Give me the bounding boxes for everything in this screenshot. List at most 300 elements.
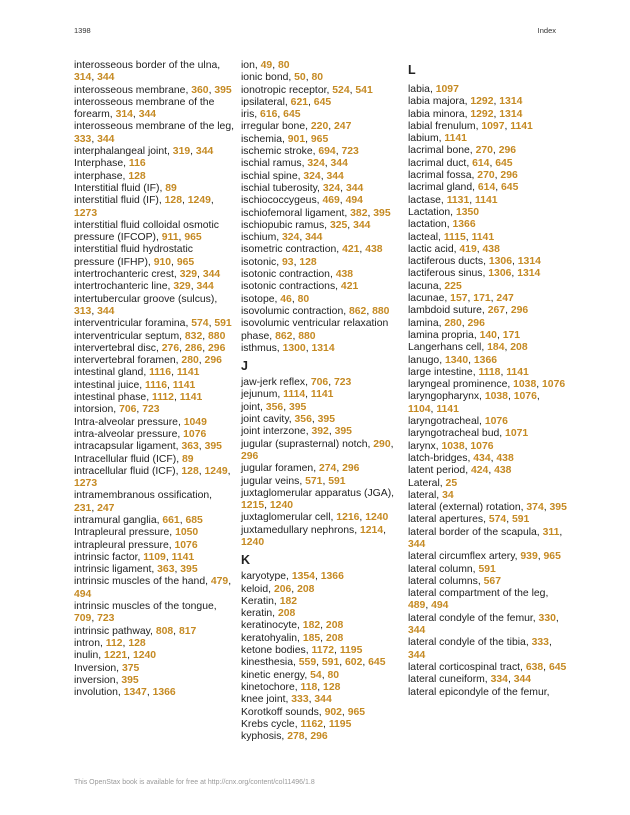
page-link[interactable]: 128: [128, 637, 146, 649]
page-link[interactable]: 334: [490, 674, 508, 686]
index-entry: intestinal gland, 1116, 1141: [74, 367, 200, 379]
page-link[interactable]: 1141: [506, 366, 529, 378]
page-link[interactable]: 1215: [241, 500, 265, 512]
page-link[interactable]: 344: [97, 72, 115, 84]
page-link[interactable]: 1141: [510, 120, 533, 132]
page-link[interactable]: 344: [330, 158, 348, 170]
index-column-3: [408, 63, 568, 699]
page-link[interactable]: 363: [157, 564, 175, 576]
page-link[interactable]: 621: [290, 96, 309, 108]
page-link[interactable]: 184: [487, 342, 505, 354]
index-term: inversion,: [74, 674, 122, 686]
page-link[interactable]: 324: [282, 232, 300, 244]
page-link[interactable]: 438: [482, 243, 500, 255]
page-link[interactable]: 567: [483, 575, 501, 587]
index-entry: intervertebral foramen, 280, 296: [74, 355, 222, 367]
index-term: isovolumic ventricular relaxation phase,: [241, 318, 389, 342]
page-link[interactable]: 645: [548, 661, 567, 673]
page-link[interactable]: 1214: [359, 524, 384, 536]
index-entry: interstitial fluid (IF), 128, 1249, 1273: [74, 195, 214, 219]
page-link[interactable]: 1366: [152, 687, 176, 699]
page-link[interactable]: 1314: [311, 342, 335, 354]
page-link[interactable]: 1097: [435, 84, 459, 95]
index-term: intertrochanteric line,: [74, 281, 174, 293]
page-link[interactable]: 685: [185, 514, 203, 526]
page-link[interactable]: 25: [445, 477, 458, 489]
page-link[interactable]: 80: [277, 60, 290, 71]
page-link[interactable]: 1366: [473, 354, 498, 366]
page-link[interactable]: 862: [349, 305, 367, 317]
index-term: Interstitial fluid (IF),: [74, 182, 166, 194]
page-link[interactable]: 296: [500, 170, 518, 182]
page-link[interactable]: 1273: [74, 478, 98, 490]
page-link[interactable]: 1347: [123, 687, 147, 699]
page-link[interactable]: 392: [311, 426, 329, 438]
page-link[interactable]: 182: [279, 595, 298, 607]
page-link[interactable]: 1131: [446, 194, 470, 206]
page-link[interactable]: 1071: [505, 428, 529, 440]
page-link[interactable]: 965: [176, 256, 195, 268]
index-term: kyphosis,: [241, 731, 288, 743]
page-link[interactable]: 1306: [488, 256, 512, 268]
page-link[interactable]: 80: [327, 669, 340, 681]
page-link[interactable]: 311: [542, 526, 560, 538]
page-link[interactable]: 344: [97, 133, 115, 145]
index-entry: lateral compartment of the leg, 489, 494: [408, 588, 549, 612]
index-column-1: [74, 60, 234, 699]
page-link[interactable]: 1114: [283, 389, 306, 401]
page-link[interactable]: 1141: [179, 392, 203, 404]
page-link[interactable]: 1249: [204, 465, 228, 477]
page-link[interactable]: 1300: [282, 342, 306, 354]
page-link[interactable]: 706: [310, 377, 329, 389]
index-entry: joint interzone, 392, 395: [241, 426, 352, 438]
page-link[interactable]: 128: [128, 170, 146, 182]
page-link[interactable]: 395: [214, 84, 232, 96]
index-entry: lateral cuneiform, 334, 344: [408, 674, 532, 686]
page-link[interactable]: 494: [74, 588, 92, 600]
page-link[interactable]: 225: [444, 280, 462, 292]
page-link[interactable]: 1195: [339, 645, 363, 657]
page-link[interactable]: 469: [322, 195, 340, 207]
page-link[interactable]: 206: [273, 583, 292, 595]
page-link[interactable]: 1141: [172, 379, 196, 391]
page-link[interactable]: 1076: [513, 391, 537, 403]
page-link[interactable]: 1104: [408, 403, 431, 415]
page-link[interactable]: 1141: [310, 389, 334, 401]
page-link[interactable]: 939: [520, 551, 538, 563]
page-link[interactable]: 709: [74, 613, 92, 625]
index-term: ion,: [241, 60, 261, 71]
page-link[interactable]: 171: [473, 293, 491, 305]
page-link[interactable]: 375: [121, 662, 140, 674]
page-link[interactable]: 140: [479, 329, 497, 341]
page-link[interactable]: 80: [297, 293, 310, 305]
page-link[interactable]: 438: [494, 465, 512, 477]
page-link[interactable]: 1292: [470, 96, 494, 108]
page-link[interactable]: 965: [347, 706, 366, 718]
page-link[interactable]: 880: [208, 330, 226, 342]
page-link[interactable]: 1116: [145, 379, 168, 391]
page-link[interactable]: 270: [477, 170, 495, 182]
page-link[interactable]: 574: [191, 318, 209, 330]
page-link[interactable]: 344: [202, 269, 221, 281]
page-link[interactable]: 706: [119, 404, 137, 416]
page-link[interactable]: 524: [332, 84, 350, 96]
page-link[interactable]: 862: [275, 330, 293, 342]
page-link[interactable]: 1314: [517, 268, 541, 280]
page-link[interactable]: 395: [204, 441, 222, 453]
page-link[interactable]: 614: [472, 157, 490, 169]
page-link[interactable]: 344: [138, 109, 157, 121]
page-link[interactable]: 591: [478, 563, 496, 575]
page-link[interactable]: 208: [277, 608, 296, 620]
page-link[interactable]: 1097: [481, 120, 505, 132]
page-link[interactable]: 559: [298, 657, 317, 669]
page-link[interactable]: 344: [513, 674, 532, 686]
page-link[interactable]: 247: [334, 121, 352, 133]
page-link[interactable]: 1240: [241, 536, 265, 548]
page-link[interactable]: 356: [265, 401, 284, 413]
page-link[interactable]: 1249: [187, 195, 211, 207]
page-link[interactable]: 395: [288, 401, 307, 413]
page-link[interactable]: 541: [355, 84, 373, 96]
page-link[interactable]: 356: [294, 414, 312, 426]
index-entry: large intestine, 1118, 1141: [408, 366, 529, 378]
index-entry: [74, 429, 234, 441]
page-link[interactable]: 434: [473, 452, 491, 464]
index-entry: isotope, 46, 80: [241, 293, 310, 305]
page-link[interactable]: 723: [341, 146, 359, 158]
page-link[interactable]: 1038: [441, 440, 465, 452]
page-link[interactable]: 438: [335, 269, 354, 281]
page-link[interactable]: 344: [353, 219, 371, 231]
page-link[interactable]: 1340: [444, 354, 469, 366]
page-link[interactable]: 723: [97, 613, 115, 625]
page-link[interactable]: 424: [470, 465, 489, 477]
page-link[interactable]: 374: [526, 502, 544, 514]
page-link[interactable]: 182: [302, 620, 321, 632]
page-link[interactable]: 1050: [175, 527, 199, 539]
page-link[interactable]: 333: [74, 133, 92, 145]
index-entry: interosseous membrane, 360, 395: [74, 84, 232, 96]
index-entry: [241, 596, 401, 608]
page-link[interactable]: 1141: [471, 231, 495, 243]
page-link[interactable]: 1109: [143, 551, 166, 563]
index-entry: interosseous membrane of the leg, 333, 344: [74, 121, 234, 145]
page-link[interactable]: 1195: [328, 718, 352, 730]
page-link[interactable]: 276: [161, 342, 180, 354]
page-link[interactable]: 1038: [484, 391, 508, 403]
index-entry: laryngopharynx, 1038, 1076, 1104, 1141: [408, 391, 540, 415]
index-term: interosseous border of the ulna,: [74, 60, 221, 71]
index-term: kinesthesia,: [241, 657, 299, 669]
page-link[interactable]: 832: [184, 330, 203, 342]
index-term: Korotkoff sounds,: [241, 706, 325, 718]
index-term: Krebs cycle,: [241, 718, 301, 730]
index-entry: [408, 416, 568, 428]
page-link[interactable]: 208: [325, 632, 344, 644]
index-term: isotonic,: [241, 256, 283, 268]
page-link[interactable]: 290: [373, 438, 391, 450]
page-link[interactable]: 344: [408, 649, 426, 661]
page-link[interactable]: 421: [340, 281, 359, 293]
index-term: Lateral,: [408, 477, 446, 489]
page-link[interactable]: 965: [310, 133, 329, 145]
page-link[interactable]: 494: [345, 195, 363, 207]
page-link[interactable]: 296: [510, 305, 529, 317]
page-link[interactable]: 278: [287, 731, 305, 743]
page-link[interactable]: 965: [184, 232, 202, 244]
index-term: lateral,: [408, 489, 443, 501]
page-link[interactable]: 324: [307, 158, 325, 170]
page-link[interactable]: 1366: [320, 571, 344, 583]
page-link[interactable]: 128: [181, 465, 199, 477]
page-link[interactable]: 80: [311, 72, 324, 84]
page-link[interactable]: 382: [350, 207, 368, 219]
page-link[interactable]: 296: [241, 450, 259, 462]
page-link[interactable]: 1366: [452, 219, 476, 231]
page-link[interactable]: 344: [314, 694, 332, 706]
running-header: Index: [537, 26, 556, 35]
page-link[interactable]: 395: [317, 414, 335, 426]
page-link[interactable]: 344: [408, 538, 426, 550]
page-link[interactable]: 591: [328, 475, 346, 487]
index-entry: ion, 49, 80: [241, 60, 290, 71]
index-term: lateral cuneiform,: [408, 674, 491, 686]
page-link[interactable]: 1354: [291, 571, 315, 583]
page-link[interactable]: 1141: [436, 403, 459, 415]
page-link[interactable]: 1306: [488, 268, 512, 280]
page-link[interactable]: 1076: [174, 539, 198, 551]
index-term: lateral (external) rotation,: [408, 502, 527, 514]
page-link[interactable]: 118: [300, 681, 318, 693]
page-link[interactable]: 911: [161, 232, 179, 244]
page-link[interactable]: 574: [488, 514, 507, 526]
index-term: intervertebral foramen,: [74, 355, 182, 367]
page-link[interactable]: 438: [365, 244, 383, 256]
page-link[interactable]: 247: [97, 502, 115, 514]
page-link[interactable]: 208: [325, 620, 344, 632]
page-link[interactable]: 1141: [475, 194, 498, 206]
page-link[interactable]: 50: [294, 72, 306, 84]
page-link[interactable]: 419: [459, 243, 477, 255]
page-link[interactable]: 185: [302, 632, 321, 644]
page-link[interactable]: 602: [345, 657, 363, 669]
page-link[interactable]: 1172: [311, 645, 335, 657]
page-link[interactable]: 280: [444, 317, 462, 329]
page-link[interactable]: 1162: [300, 718, 324, 730]
page-link[interactable]: 489: [408, 600, 426, 612]
page-link[interactable]: 247: [496, 293, 514, 305]
page-link[interactable]: 267: [487, 305, 506, 317]
index-term: latch-bridges,: [408, 452, 474, 464]
page-link[interactable]: 313: [74, 305, 92, 317]
page-link[interactable]: 330: [538, 612, 556, 624]
page-link[interactable]: 1049: [183, 416, 207, 428]
page-link[interactable]: 645: [313, 96, 332, 108]
page-link[interactable]: 89: [181, 453, 194, 465]
page-link[interactable]: 645: [368, 657, 386, 669]
page-link[interactable]: 286: [184, 342, 203, 354]
page-link[interactable]: 591: [511, 514, 530, 526]
page-link[interactable]: 1216: [336, 512, 360, 524]
page-link[interactable]: 360: [191, 84, 209, 96]
page-link[interactable]: 54: [310, 669, 322, 681]
page-link[interactable]: 314: [115, 109, 133, 121]
index-entry: ischium, 324, 344: [241, 232, 323, 244]
page-link[interactable]: 571: [305, 475, 323, 487]
page-link[interactable]: 1314: [499, 96, 523, 108]
page-link[interactable]: 591: [214, 318, 232, 330]
page-link[interactable]: 363: [181, 441, 199, 453]
page-link[interactable]: 645: [283, 109, 301, 121]
index-entry: kinesthesia, 559, 591, 602, 645: [241, 657, 386, 669]
index-entry: intrinsic ligament, 363, 395: [74, 564, 198, 576]
page-link[interactable]: 112: [105, 637, 123, 649]
page-link[interactable]: 880: [298, 330, 316, 342]
page-link[interactable]: 1141: [444, 133, 467, 145]
page-link[interactable]: 661: [162, 514, 180, 526]
page-link[interactable]: 1118: [478, 366, 501, 378]
page-link[interactable]: 645: [501, 182, 519, 194]
page-link[interactable]: 296: [204, 355, 222, 367]
page-link[interactable]: 1076: [470, 440, 494, 452]
page-link[interactable]: 1221: [104, 650, 128, 662]
page-link[interactable]: 333: [531, 637, 549, 649]
page-link[interactable]: 723: [142, 404, 160, 416]
page-link[interactable]: 344: [345, 182, 364, 194]
index-term: jugular veins,: [241, 475, 306, 487]
page-link[interactable]: 231: [74, 502, 92, 514]
page-link[interactable]: 344: [408, 625, 426, 637]
page-link[interactable]: 1116: [149, 367, 172, 379]
page-link[interactable]: 49: [260, 60, 273, 71]
page-link[interactable]: 1350: [455, 206, 480, 218]
page-link[interactable]: 128: [323, 681, 341, 693]
index-entry: lateral border of the scapula, 311, 344: [408, 526, 563, 550]
page-link[interactable]: 296: [208, 342, 226, 354]
index-entry: lambdoid suture, 267, 296: [408, 305, 529, 317]
page-link[interactable]: 638: [525, 661, 544, 673]
page-link[interactable]: 93: [282, 256, 294, 268]
page-link[interactable]: 1240: [269, 500, 294, 512]
page-link[interactable]: 344: [326, 170, 344, 182]
page-link[interactable]: 329: [179, 269, 198, 281]
page-link[interactable]: 645: [495, 157, 513, 169]
index-term: interphalangeal joint,: [74, 146, 173, 158]
page-link[interactable]: 344: [97, 305, 115, 317]
page-link[interactable]: 438: [496, 452, 514, 464]
page-link[interactable]: 395: [180, 564, 198, 576]
page-link[interactable]: 910: [153, 256, 172, 268]
page-link[interactable]: 494: [431, 600, 449, 612]
page-link[interactable]: 1076: [484, 416, 508, 428]
page-link[interactable]: 270: [475, 145, 493, 157]
page-link[interactable]: 128: [299, 256, 317, 268]
page-link[interactable]: 591: [321, 657, 340, 669]
page-link[interactable]: 325: [329, 219, 348, 231]
page-link[interactable]: 314: [74, 72, 92, 84]
page-link[interactable]: 694: [318, 146, 336, 158]
page-link[interactable]: 116: [128, 158, 146, 170]
page-link[interactable]: 817: [178, 625, 197, 637]
page-link[interactable]: 616: [260, 109, 278, 121]
page-link[interactable]: 171: [502, 329, 521, 341]
index-entry: [408, 281, 568, 293]
index-entry: kyphosis, 278, 296: [241, 731, 328, 743]
page-link[interactable]: 319: [172, 146, 191, 158]
index-entry: latch-bridges, 434, 438: [408, 452, 514, 464]
page-link[interactable]: 1076: [183, 428, 207, 440]
index-entry: jejunum, 1114, 1141: [241, 389, 334, 401]
page-link[interactable]: 902: [324, 706, 342, 718]
page-link[interactable]: 395: [121, 674, 139, 686]
page-link[interactable]: 220: [310, 121, 329, 133]
page-link[interactable]: 808: [155, 625, 174, 637]
page-link[interactable]: 1292: [470, 108, 494, 120]
page-link[interactable]: 1314: [499, 108, 523, 120]
page-link[interactable]: 1112: [151, 392, 174, 404]
page-link[interactable]: 1240: [365, 512, 389, 524]
page-link[interactable]: 723: [334, 377, 352, 389]
index-entry: lacrimal bone, 270, 296: [408, 145, 517, 157]
index-entry: ischial spine, 324, 344: [241, 170, 344, 182]
page-link[interactable]: 1076: [542, 379, 566, 391]
page-link[interactable]: 1240: [132, 650, 157, 662]
page-link[interactable]: 901: [287, 133, 306, 145]
index-term: Keratin,: [241, 595, 280, 607]
page-link[interactable]: 965: [543, 551, 561, 563]
page-link[interactable]: 329: [173, 281, 191, 293]
page-link[interactable]: 344: [195, 146, 214, 158]
index-entry: inulin, 1221, 1240: [74, 650, 157, 662]
page-link[interactable]: 324: [322, 182, 341, 194]
page-link[interactable]: 395: [549, 502, 567, 514]
page-link[interactable]: 208: [510, 342, 528, 354]
page-link[interactable]: 128: [164, 195, 182, 207]
page-link[interactable]: 1314: [517, 256, 541, 268]
page-link[interactable]: 296: [310, 731, 328, 743]
index-term: lactation,: [408, 219, 453, 231]
page-link[interactable]: 1141: [176, 367, 200, 379]
page-link[interactable]: 333: [291, 694, 309, 706]
page-link[interactable]: 880: [372, 305, 390, 317]
page-link[interactable]: 296: [467, 317, 485, 329]
page-link[interactable]: 1038: [513, 379, 537, 391]
page-link[interactable]: 280: [181, 355, 199, 367]
page-link[interactable]: 34: [442, 489, 454, 501]
page-link[interactable]: 296: [498, 145, 517, 157]
page-link[interactable]: 395: [373, 207, 391, 219]
page-link[interactable]: 344: [196, 281, 214, 293]
page-link[interactable]: 296: [342, 463, 360, 475]
page-link[interactable]: 1273: [74, 207, 98, 219]
page-link[interactable]: 46: [280, 293, 292, 305]
page-link[interactable]: 479: [210, 576, 229, 588]
page-link[interactable]: 274: [318, 463, 337, 475]
page-link[interactable]: 1141: [171, 551, 195, 563]
page-link[interactable]: 1115: [443, 231, 466, 243]
page-link[interactable]: 421: [342, 244, 360, 256]
page-link[interactable]: 208: [297, 583, 315, 595]
page-link[interactable]: 344: [305, 232, 323, 244]
page-link[interactable]: 324: [303, 170, 321, 182]
page-link[interactable]: 614: [477, 182, 496, 194]
page-link[interactable]: 157: [450, 293, 468, 305]
page-link[interactable]: 395: [334, 426, 352, 438]
page-link[interactable]: 89: [165, 182, 177, 194]
